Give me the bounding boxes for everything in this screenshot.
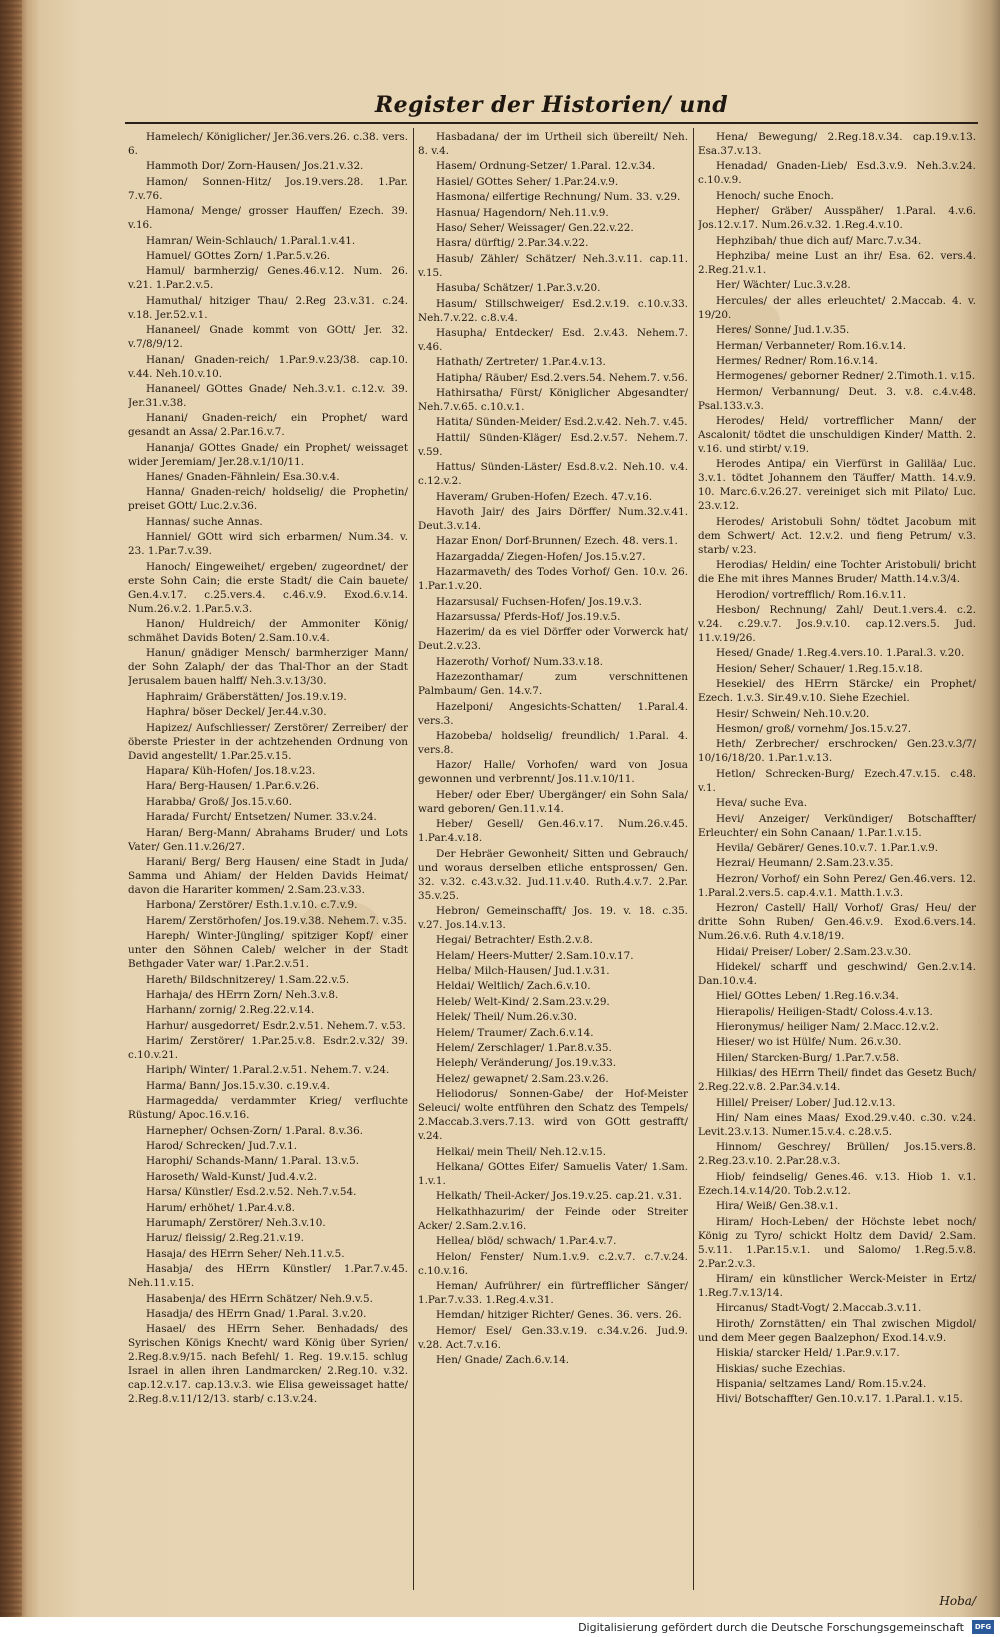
register-entry: Harada/ Furcht/ Entsetzen/ Numer. 33.v.24.: [146, 811, 377, 824]
register-entry: Heres/ Sonne/ Jud.1.v.35.: [716, 324, 850, 337]
register-entry: Haruz/ fleissig/ 2.Reg.21.v.19.: [146, 1232, 304, 1245]
register-entry: Helba/ Milch-Hausen/ Jud.1.v.31.: [436, 965, 610, 978]
register-entry: Hiskia/ starcker Held/ 1.Par.9.v.17.: [716, 1347, 900, 1360]
register-entry: Havoth Jair/ des Jairs Dörffer/ Num.32.v.41. Deut.3.v.14.: [418, 506, 688, 533]
register-entry: Helkai/ mein Theil/ Neh.12.v.15.: [436, 1145, 606, 1158]
register-entry: Hircanus/ Stadt-Vogt/ 2.Maccab.3.v.11.: [716, 1302, 922, 1315]
register-entry: Haphra/ böser Deckel/ Jer.44.v.30.: [146, 706, 327, 719]
register-entry: Hidai/ Preiser/ Lober/ 2.Sam.23.v.30.: [716, 945, 912, 958]
register-entry: Hermon/ Verbannung/ Deut. 3. v.8. c.4.v.48. Psal.133.v.3.: [698, 385, 976, 412]
register-column-2: [418, 130, 688, 1585]
register-entry: Hiroth/ Zornstätten/ ein Thal zwischen Migdol/ und dem Meer gegen Baalzephon/ Exod.14.v.9.: [698, 1317, 976, 1344]
register-entry: Hiram/ ein künstlicher Werck-Meister in Ertz/ 1.Reg.7.v.13/14.: [698, 1272, 976, 1299]
register-entry: Hidekel/ scharff und geschwind/ Gen.2.v.14. Dan.10.v.4.: [698, 960, 976, 987]
register-entry: Hamuthal/ hitziger Thau/ 2.Reg 23.v.31. c.24. v.18. Jer.52.v.1.: [128, 294, 408, 321]
register-entry: Hinnom/ Geschrey/ Brüllen/ Jos.15.vers.8. 2.Reg.23.v.10. 2.Par.28.v.3.: [698, 1141, 976, 1168]
dfg-logo-icon: DFG: [972, 1620, 994, 1634]
digitization-footer: [0, 1617, 1000, 1637]
register-entry: Hazar Enon/ Dorf-Brunnen/ Ezech. 48. vers.1.: [436, 535, 678, 548]
register-entry: Harem/ Zerstörhofen/ Jos.19.v.38. Nehem.7. v.35.: [146, 914, 407, 927]
register-entry: Hieronymus/ heiliger Nam/ 2.Macc.12.v.2.: [716, 1021, 939, 1034]
register-entry: Herodion/ vortrefflich/ Rom.16.v.11.: [716, 588, 907, 601]
book-binding-edge: [0, 0, 22, 1617]
register-entry: Hamona/ Menge/ grosser Hauffen/ Ezech. 39. v.16.: [128, 205, 408, 232]
register-entry: Hezrai/ Heumann/ 2.Sam.23.v.35.: [716, 857, 894, 870]
register-entry: Hatipha/ Räuber/ Esd.2.vers.54. Nehem.7. v.56.: [436, 371, 688, 384]
register-entry: Harumaph/ Zerstörer/ Neh.3.v.10.: [146, 1216, 326, 1229]
register-column-1: [128, 130, 408, 1585]
register-entry: Hazor/ Halle/ Vorhofen/ ward von Josua gewonnen und verbrennt/ Jos.11.v.10/11.: [418, 759, 688, 786]
register-entry: Hanan/ Gnaden-reich/ 1.Par.9.v.23/38. cap.10. v.44. Neh.10.v.10.: [128, 353, 408, 380]
register-entry: Heman/ Aufrührer/ ein fürtrefflicher Sänger/ 1.Par.7.v.33. 1.Reg.4.v.31.: [418, 1279, 688, 1306]
register-entry: Hezron/ Vorhof/ ein Sohn Perez/ Gen.46.vers. 12. 1.Paral.2.vers.5. cap.4.v.1. Matth.1.v.3.: [698, 872, 976, 899]
register-entry: Herman/ Verbanneter/ Rom.16.v.14.: [716, 339, 907, 352]
register-entry: Hattus/ Sünden-Läster/ Esd.8.v.2. Neh.10. v.4. c.12.v.2.: [418, 461, 688, 488]
register-entry: Harophi/ Schands-Mann/ 1.Paral. 13.v.5.: [146, 1155, 360, 1168]
register-entry: Hesed/ Gnade/ 1.Reg.4.vers.10. 1.Paral.3. v.20.: [716, 647, 965, 660]
register-entry: Helam/ Heers-Mutter/ 2.Sam.10.v.17.: [436, 949, 634, 962]
register-entry: Hareth/ Bildschnitzerey/ 1.Sam.22.v.5.: [146, 973, 350, 986]
register-entry: Harani/ Berg/ Berg Hausen/ eine Stadt in Juda/ Samma und Ahiam/ der Helden Davids Heimat/ davon die Harariter kommen/ 2.Sam.23.v.33.: [128, 855, 408, 896]
register-entry: Hanes/ Gnaden-Fähnlein/ Esa.30.v.4.: [146, 471, 340, 484]
register-entry: Hevila/ Gebärer/ Genes.10.v.7. 1.Par.1.v.9.: [716, 841, 939, 854]
register-entry: Hermogenes/ geborner Redner/ 2.Timoth.1. v.15.: [716, 370, 976, 383]
register-entry: Heldai/ Weltlich/ Zach.6.v.10.: [436, 980, 591, 993]
register-entry: Hanoch/ Eingeweihet/ ergeben/ zugeordnet/ der erste Sohn Cain; die erste Stadt/ die Cain bauete/ Gen.4.v.17. c.25.vers.4. c.46.v.9. Exod.6.v.14. Num.26.v.2. 1.Par.5.v.3.: [128, 560, 408, 615]
register-entry: Hasuba/ Schätzer/ 1.Par.3.v.20.: [436, 282, 601, 295]
register-entry: Hannas/ suche Annas.: [146, 515, 263, 528]
running-title: Register der Historien/ und: [374, 92, 729, 118]
register-entry: Helon/ Fenster/ Num.1.v.9. c.2.v.7. c.7.v.24. c.10.v.16.: [418, 1250, 688, 1277]
register-entry: Hilen/ Starcken-Burg/ 1.Par.7.v.58.: [716, 1051, 900, 1064]
register-entry: Hillel/ Preiser/ Lober/ Jud.12.v.13.: [716, 1096, 896, 1109]
register-entry: Henoch/ suche Enoch.: [716, 189, 834, 202]
register-entry: Hesion/ Seher/ Schauer/ 1.Reg.15.v.18.: [716, 662, 923, 675]
register-entry: Hesmon/ groß/ vornehm/ Jos.15.v.27.: [716, 722, 912, 735]
register-entry: Hesir/ Schwein/ Neh.10.v.20.: [716, 707, 870, 720]
register-entry: Harnepher/ Ochsen-Zorn/ 1.Paral. 8.v.36.: [146, 1124, 364, 1137]
register-entry: Heber/ Gesell/ Gen.46.v.17. Num.26.v.45. 1.Par.4.v.18.: [418, 818, 688, 845]
register-entry: Hiob/ feindselig/ Genes.46. v.13. Hiob 1. v.1. Ezech.14.v.14/20. Tob.2.v.12.: [698, 1170, 976, 1197]
register-entry: Hanun/ gnädiger Mensch/ barmherziger Mann/ der Sohn Zalaph/ der das Thal-Thor an der Stadt Jerusalem bauen halff/ Neh.3.v.13/30.: [128, 647, 408, 688]
register-entry: Helem/ Zerschlager/ 1.Par.8.v.35.: [436, 1042, 612, 1055]
register-entry: Harhann/ zornig/ 2.Reg.22.v.14.: [146, 1004, 315, 1017]
register-entry: Hara/ Berg-Hausen/ 1.Par.6.v.26.: [146, 780, 320, 793]
register-entry: Hazargadda/ Ziegen-Hofen/ Jos.15.v.27.: [436, 550, 646, 563]
register-entry: Hazelponi/ Angesichts-Schatten/ 1.Paral.4. vers.3.: [418, 700, 688, 727]
register-entry: Harsa/ Künstler/ Esd.2.v.52. Neh.7.v.54.: [146, 1186, 357, 1199]
register-entry: Hanani/ Gnaden-reich/ ein Prophet/ ward gesandt an Assa/ 2.Par.16.v.7.: [128, 412, 408, 439]
register-entry: Hepher/ Gräber/ Ausspäher/ 1.Paral. 4.v.6. Jos.12.v.17. Num.26.v.32. 1.Reg.4.v.10.: [698, 205, 976, 232]
register-entry: Hareph/ Winter-Jüngling/ spitziger Kopf/ einer unter den Söhnen Caleb/ welcher in der Stadt Bethgader Vater war/ 1.Par.2.v.51.: [128, 930, 408, 971]
register-entry: Hamuel/ GOttes Zorn/ 1.Par.5.v.26.: [146, 249, 331, 262]
register-entry: Hasum/ Stillschweiger/ Esd.2.v.19. c.10.v.33. Neh.7.v.22. c.8.v.4.: [418, 297, 688, 324]
register-entry: Harmagedda/ verdammter Krieg/ verfluchte Rüstung/ Apoc.16.v.16.: [128, 1095, 408, 1122]
register-entry: Hira/ Weiß/ Gen.38.v.1.: [716, 1200, 839, 1213]
register-entry: Hazarsussa/ Pferds-Hof/ Jos.19.v.5.: [436, 610, 621, 623]
register-entry: Hamon/ Sonnen-Hitz/ Jos.19.vers.28. 1.Par. 7.v.76.: [128, 175, 408, 202]
register-entry: Henadad/ Gnaden-Lieb/ Esd.3.v.9. Neh.3.v.24. c.10.v.9.: [698, 160, 976, 187]
register-entry: Heva/ suche Eva.: [716, 797, 808, 810]
register-entry: Hena/ Bewegung/ 2.Reg.18.v.34. cap.19.v.13. Esa.37.v.13.: [698, 131, 976, 157]
register-entry: Harhur/ ausgedorret/ Esdr.2.v.51. Nehem.7. v.53.: [146, 1019, 406, 1032]
column-rule: [413, 128, 414, 1590]
register-entry: Hathirsatha/ Fürst/ Königlicher Abgesandter/ Neh.7.v.65. c.10.v.1.: [418, 387, 688, 414]
register-entry: Hananeel/ GOttes Gnade/ Neh.3.v.1. c.12.v. 39. Jer.31.v.38.: [128, 382, 408, 409]
register-entry: Hispania/ seltzames Land/ Rom.15.v.24.: [716, 1377, 927, 1390]
register-entry: Haphraim/ Gräberstätten/ Jos.19.v.19.: [146, 690, 347, 703]
register-entry: Hatita/ Sünden-Meider/ Esd.2.v.42. Neh.7. v.45.: [436, 416, 688, 429]
register-entry: Hephziba/ meine Lust an ihr/ Esa. 62. vers.4. 2.Reg.21.v.1.: [698, 249, 976, 276]
register-entry: Hanon/ Huldreich/ der Ammoniter König/ schmähet Davids Boten/ 2.Sam.10.v.4.: [128, 618, 408, 645]
register-entry: Hemdan/ hitziger Richter/ Genes. 36. vers. 26.: [436, 1309, 682, 1322]
register-entry: Hermes/ Redner/ Rom.16.v.14.: [716, 354, 878, 367]
register-entry: Hasnua/ Hagendorn/ Neh.11.v.9.: [436, 206, 609, 219]
register-entry: Harma/ Bann/ Jos.15.v.30. c.19.v.4.: [146, 1079, 330, 1092]
catchword: Hoba/: [939, 1594, 976, 1608]
register-entry: Hellea/ blöd/ schwach/ 1.Par.4.v.7.: [436, 1235, 617, 1248]
register-entry: Herodias/ Heldin/ eine Tochter Aristobuli/ bricht die Ehe mit ihres Mannes Bruder/ Matth.14.v.3/4.: [698, 559, 976, 586]
register-entry: Hesekiel/ des HErrn Stärcke/ ein Prophet/ Ezech. 1.v.3. Sir.49.v.10. Siehe Ezechiel.: [698, 678, 976, 705]
column-rule: [693, 128, 694, 1590]
register-entry: Hazeroth/ Vorhof/ Num.33.v.18.: [436, 655, 604, 668]
footer-credit-text: Digitalisierung gefördert durch die Deutsche Forschungsgemeinschaft: [578, 1620, 964, 1634]
register-entry: Hazarsusal/ Fuchsen-Hofen/ Jos.19.v.3.: [436, 595, 642, 608]
register-entry: Hazezonthamar/ zum verschnittenen Palmbaum/ Gen. 14.v.7.: [418, 671, 688, 698]
register-entry: Haroseth/ Wald-Kunst/ Jud.4.v.2.: [146, 1170, 317, 1183]
register-entry: Hiskias/ suche Ezechias.: [716, 1362, 846, 1375]
register-entry: Harim/ Zerstörer/ 1.Par.25.v.8. Esdr.2.v.32/ 39. c.10.v.21.: [128, 1035, 408, 1062]
register-entry: Hamul/ barmherzig/ Genes.46.v.12. Num. 26. v.21. 1.Par.2.v.5.: [128, 265, 408, 292]
register-entry: Hebron/ Gemeinschafft/ Jos. 19. v. 18. c.35. v.27. Jos.14.v.13.: [418, 904, 688, 931]
register-entry: Hen/ Gnade/ Zach.6.v.14.: [436, 1354, 570, 1367]
register-entry: Hazarmaveth/ des Todes Vorhof/ Gen. 10.v. 26. 1.Par.1.v.20.: [418, 566, 688, 593]
register-entry: Haran/ Berg-Mann/ Abrahams Bruder/ und Lots Vater/ Gen.11.v.26/27.: [128, 826, 408, 853]
register-entry: Hivi/ Botschaffter/ Gen.10.v.17. 1.Paral.1. v.15.: [716, 1393, 963, 1406]
header-rule: [125, 122, 978, 124]
register-entry: Heber/ oder Eber/ Ubergänger/ ein Sohn Sala/ ward geboren/ Gen.11.v.14.: [418, 788, 688, 815]
register-entry: Heleb/ Welt-Kind/ 2.Sam.23.v.29.: [436, 995, 610, 1008]
register-entry: Hezron/ Castell/ Hall/ Vorhof/ Gras/ Heu/ der dritte Sohn Ruben/ Gen.46.v.9. Exod.6.vers.14. Num.26.v.6. Ruth 4.v.18/19.: [698, 902, 976, 943]
register-entry: Heliodorus/ Sonnen-Gabe/ der Hof-Meister Seleuci/ wolte entführen den Schatz des Tempels/ 2.Maccab.3.vers.7.13. wird von GOtt gestrafft/ v.24.: [418, 1088, 688, 1143]
register-entry: Hasabenja/ des HErrn Schätzer/ Neh.9.v.5.: [146, 1292, 373, 1305]
register-entry: Harum/ erhöhet/ 1.Par.4.v.8.: [146, 1201, 295, 1214]
register-entry: Hierapolis/ Heiligen-Stadt/ Coloss.4.v.13.: [716, 1005, 933, 1018]
register-entry: Harod/ Schrecken/ Jud.7.v.1.: [146, 1140, 298, 1153]
register-entry: Helem/ Traumer/ Zach.6.v.14.: [436, 1026, 594, 1039]
register-entry: Hasupha/ Entdecker/ Esd. 2.v.43. Nehem.7. v.46.: [418, 326, 688, 353]
register-entry: Hariph/ Winter/ 1.Paral.2.v.51. Nehem.7. v.24.: [146, 1064, 390, 1077]
register-entry: Hasael/ des HErrn Seher. Benhadads/ des Syrischen Königs Knecht/ ward König über Syrien/ 2.Reg.8.v.9/15. nach Befehl/ 1. Reg. 19.v.15. schlug Israel in allen ihren Landmarcken/ 2.Reg.10. v.32. cap.12.v.17. cap.13.v.3. wie Elisa geweissaget hatte/ 2.Reg.8.v.11/12/13. starb/ c.13.v.24.: [128, 1323, 408, 1406]
register-entry: Hevi/ Anzeiger/ Verkündiger/ Botschaffter/ Erleuchter/ ein Sohn Canaan/ 1.Par.1.v.15.: [698, 812, 976, 839]
register-entry: Hananeel/ Gnade kommt von GOtt/ Jer. 32. v.7/8/9/12.: [128, 324, 408, 351]
register-entry: Harbona/ Zerstörer/ Esth.1.v.10. c.7.v.9.: [146, 899, 358, 912]
register-entry: Der Hebräer Gewonheit/ Sitten und Gebrauch/ und woraus derselben etliche entsprossen/ Gen. 32. v.32. c.43.v.32. Jud.11.v.40. Ruth.4.v.7. 2.Par. 35.v.25.: [418, 847, 688, 902]
register-entry: Hapizez/ Aufschliesser/ Zerstörer/ Zerreiber/ der öberste Priester in der achtzehenden Ordnung von David angestellt/ 1.Par.25.v.15.: [128, 721, 408, 762]
register-entry: Helez/ gewapnet/ 2.Sam.23.v.26.: [436, 1072, 609, 1085]
register-entry: Her/ Wächter/ Luc.3.v.28.: [716, 279, 851, 292]
register-entry: Hananja/ GOttes Gnade/ ein Prophet/ weissaget wider Jeremiam/ Jer.28.v.1/10/11.: [128, 441, 408, 468]
register-entry: Hemor/ Esel/ Gen.33.v.19. c.34.v.26. Jud.9. v.28. Act.7.v.16.: [418, 1324, 688, 1351]
register-entry: Hasem/ Ordnung-Setzer/ 1.Paral. 12.v.34.: [436, 160, 656, 173]
register-entry: Haveram/ Gruben-Hofen/ Ezech. 47.v.16.: [436, 490, 653, 503]
register-entry: Hesbon/ Rechnung/ Zahl/ Deut.1.vers.4. c.2. v.24. c.29.v.7. Jos.9.v.10. cap.12.vers.5. Jud. 11.v.19/26.: [698, 604, 976, 645]
register-entry: Hammoth Dor/ Zorn-Hausen/ Jos.21.v.32.: [146, 160, 364, 173]
register-entry: Harabba/ Groß/ Jos.15.v.60.: [146, 795, 293, 808]
register-entry: Hilkias/ des HErrn Theil/ findet das Gesetz Buch/ 2.Reg.22.v.8. 2.Par.34.v.14.: [698, 1067, 976, 1094]
register-entry: Hazobeba/ holdselig/ freundlich/ 1.Paral. 4. vers.8.: [418, 729, 688, 756]
register-entry: Hephzibah/ thue dich auf/ Marc.7.v.34.: [716, 234, 922, 247]
register-entry: Hiram/ Hoch-Leben/ der Höchste lebet noch/ König zu Tyro/ schickt Holtz dem David/ 2.Sam. 5.v.11. 1.Par.15.v.1. und Salomo/ 1.Reg.5.v.8. 2.Par.2.v.3.: [698, 1215, 976, 1270]
register-entry: Hasbadana/ der im Urtheil sich übereilt/ Neh. 8. v.4.: [418, 131, 688, 157]
register-entry: Herodes/ Aristobuli Sohn/ tödtet Jacobum mit dem Schwert/ Act. 12.v.2. und fieng Petrum/ v.3. starb/ v.23.: [698, 515, 976, 556]
register-entry: Heth/ Zerbrecher/ erschrocken/ Gen.23.v.3/7/ 10/16/18/20. 1.Par.1.v.13.: [698, 738, 976, 765]
register-entry: Hasub/ Zähler/ Schätzer/ Neh.3.v.11. cap.11. v.15.: [418, 252, 688, 279]
register-entry: Helkathhazurim/ der Feinde oder Streiter Acker/ 2.Sam.2.v.16.: [418, 1205, 688, 1232]
register-entry: Herodes Antipa/ ein Vierfürst in Galiläa/ Luc. 3.v.1. tödtet Johannem den Täuffer/ Matth. 14.v.9. 10. Marc.6.v.26.27. vereiniget sich mit Pilato/ Luc. 23.v.12.: [698, 458, 976, 513]
register-entry: Hegai/ Betrachter/ Esth.2.v.8.: [436, 934, 593, 947]
register-entry: Hercules/ der alles erleuchtet/ 2.Maccab. 4. v. 19/20.: [698, 294, 976, 321]
register-entry: Hamelech/ Königlicher/ Jer.36.vers.26. c.38. vers. 6.: [128, 131, 408, 157]
register-entry: Helkath/ Theil-Acker/ Jos.19.v.25. cap.21. v.31.: [436, 1190, 682, 1203]
register-entry: Hapara/ Küh-Hofen/ Jos.18.v.23.: [146, 764, 316, 777]
register-entry: Harhaja/ des HErrn Zorn/ Neh.3.v.8.: [146, 988, 339, 1001]
register-entry: Hasra/ dürftig/ 2.Par.34.v.22.: [436, 237, 589, 250]
register-entry: Hieser/ wo ist Hülfe/ Num. 26.v.30.: [716, 1036, 902, 1049]
register-entry: Hin/ Nam eines Maas/ Exod.29.v.40. c.30. v.24. Levit.23.v.13. Numer.15.v.4. c.28.v.5.: [698, 1112, 976, 1139]
register-entry: Heleph/ Veränderung/ Jos.19.v.33.: [436, 1057, 617, 1070]
register-entry: Hasmona/ eilfertige Rechnung/ Num. 33. v.29.: [436, 191, 681, 204]
register-entry: Hetlon/ Schrecken-Burg/ Ezech.47.v.15. c.48. v.1.: [698, 767, 976, 794]
register-entry: Helkana/ GOttes Eifer/ Samuelis Vater/ 1.Sam. 1.v.1.: [418, 1160, 688, 1187]
register-entry: Hattil/ Sünden-Kläger/ Esd.2.v.57. Nehem.7. v.59.: [418, 431, 688, 458]
register-entry: Hathath/ Zertreter/ 1.Par.4.v.13.: [436, 356, 606, 369]
register-entry: Hiel/ GOttes Leben/ 1.Reg.16.v.34.: [716, 990, 899, 1003]
register-entry: Herodes/ Held/ vortrefflicher Mann/ der Ascalonit/ tödtet die unschuldigen Kinder/ Matth. 2. v.16. und stirbt/ v.19.: [698, 415, 976, 456]
register-entry: Hasadja/ des HErrn Gnad/ 1.Paral. 3.v.20.: [146, 1307, 367, 1320]
register-entry: Hazerim/ da es viel Dörffer oder Vorwerck hat/ Deut.2.v.23.: [418, 626, 688, 653]
register-entry: Haso/ Seher/ Weissager/ Gen.22.v.22.: [436, 221, 634, 234]
register-entry: Helek/ Theil/ Num.26.v.30.: [436, 1011, 577, 1024]
register-entry: Hanna/ Gnaden-reich/ holdselig/ die Prophetin/ preiset GOtt/ Luc.2.v.36.: [128, 486, 408, 513]
register-entry: Hasiel/ GOttes Seher/ 1.Par.24.v.9.: [436, 175, 619, 188]
register-entry: Hamran/ Wein-Schlauch/ 1.Paral.1.v.41.: [146, 234, 356, 247]
register-entry: Hanniel/ GOtt wird sich erbarmen/ Num.34. v. 23. 1.Par.7.v.39.: [128, 531, 408, 558]
register-entry: Hasaja/ des HErrn Seher/ Neh.11.v.5.: [146, 1247, 345, 1260]
register-column-3: [698, 130, 976, 1585]
register-entry: Hasabja/ des HErrn Künstler/ 1.Par.7.v.45. Neh.11.v.15.: [128, 1263, 408, 1290]
